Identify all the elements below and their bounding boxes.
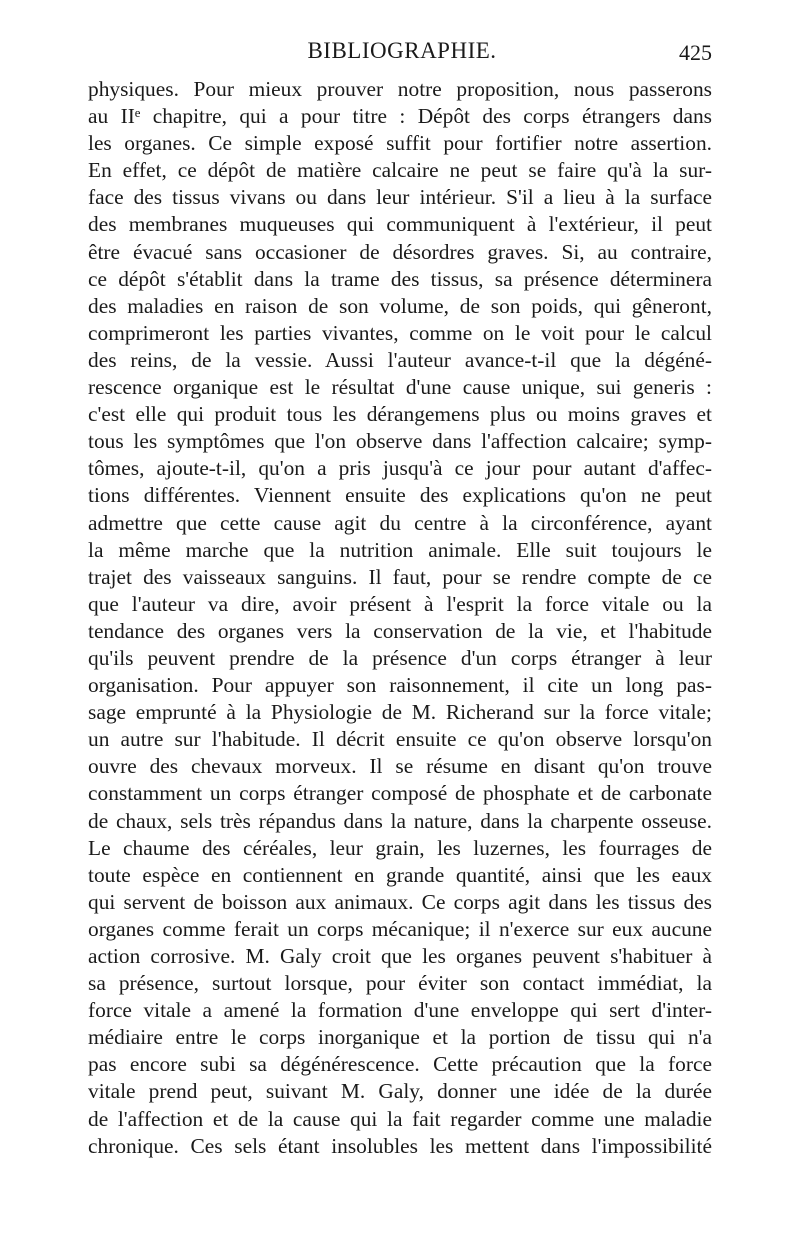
text-line: que l'auteur va dire, avoir présent à l'esprit la force vitale ou la: [88, 591, 712, 616]
running-title: BIBLIOGRAPHIE.: [307, 38, 497, 63]
text-line: des membranes muqueuses qui communiquent à l'extérieur, il peut: [88, 212, 712, 237]
text-line: des reins, de la vessie. Aussi l'auteur avance-t-il que la dégéné-: [88, 347, 712, 372]
text-line: qu'ils peuvent prendre de la présence d'un corps étranger à leur: [88, 645, 712, 670]
text-line: organisation. Pour appuyer son raisonnement, il cite un long pas-: [88, 673, 712, 698]
text-line: constamment un corps étranger composé de phosphate et de carbonate: [88, 781, 712, 806]
text-line: de l'affection et de la cause qui la fait regarder comme une maladie: [88, 1106, 712, 1131]
text-line: la même marche que la nutrition animale. Elle suit toujours le: [88, 537, 712, 562]
body-text: [88, 76, 712, 1160]
text-line: ouvre des chevaux morveux. Il se résume en disant qu'on trouve: [88, 754, 712, 779]
page-number: 425: [679, 40, 712, 65]
text-line: rescence organique est le résultat d'une cause unique, sui generis :: [88, 375, 712, 400]
text-line: comprimeront les parties vivantes, comme on le voit pour le calcul: [88, 320, 712, 345]
text-line: toute espèce en contiennent en grande quantité, ainsi que les eaux: [88, 862, 712, 887]
text-line: Le chaume des céréales, leur grain, les luzernes, les fourrages de: [88, 835, 712, 860]
text-line: face des tissus vivans ou dans leur intérieur. S'il a lieu à la surface: [88, 185, 712, 210]
text-line: les organes. Ce simple exposé suffit pour fortifier notre assertion.: [88, 131, 712, 156]
text-line: sa présence, surtout lorsque, pour éviter son contact immédiat, la: [88, 971, 712, 996]
text-line: vitale prend peut, suivant M. Galy, donner une idée de la durée: [88, 1079, 712, 1104]
text-line: admettre que cette cause agit du centre à la circonférence, ayant: [88, 510, 712, 535]
text-line: tions différentes. Viennent ensuite des explications qu'on ne peut: [88, 483, 712, 508]
text-line: En effet, ce dépôt de matière calcaire ne peut se faire qu'à la sur-: [88, 158, 712, 183]
text-line: tous les symptômes que l'on observe dans l'affection calcaire; symp-: [88, 429, 712, 454]
text-line: tendance des organes vers la conservation de la vie, et l'habitude: [88, 618, 712, 643]
text-line: ce dépôt s'établit dans la trame des tissus, sa présence déterminera: [88, 266, 712, 291]
text-line: être évacué sans occasioner de désordres graves. Si, au contraire,: [88, 239, 712, 264]
text-line: tômes, ajoute-t-il, qu'on a pris jusqu'à ce jour pour autant d'affec-: [88, 456, 712, 481]
text-line: des maladies en raison de son volume, de son poids, qui gêneront,: [88, 293, 712, 318]
text-line: physiques. Pour mieux prouver notre proposition, nous passerons: [88, 77, 712, 101]
page-header: [92, 38, 712, 78]
text-line: un autre sur l'habitude. Il décrit ensuite ce qu'on observe lorsqu'on: [88, 727, 712, 752]
text-line: c'est elle qui produit tous les dérangemens plus ou moins graves et: [88, 402, 712, 427]
text-line: de chaux, sels très répandus dans la nature, dans la charpente osseuse.: [88, 808, 712, 833]
text-line: sage emprunté à la Physiologie de M. Richerand sur la force vitale;: [88, 700, 712, 725]
text-line: qui servent de boisson aux animaux. Ce corps agit dans les tissus des: [88, 889, 712, 914]
text-line: médiaire entre le corps inorganique et la portion de tissu qui n'a: [88, 1025, 712, 1050]
text-line: trajet des vaisseaux sanguins. Il faut, pour se rendre compte de ce: [88, 564, 712, 589]
text-line: force vitale a amené la formation d'une enveloppe qui sert d'inter-: [88, 998, 712, 1023]
text-line: action corrosive. M. Galy croit que les organes peuvent s'habituer à: [88, 944, 712, 968]
text-line: organes comme ferait un corps mécanique; il n'exerce sur eux aucune: [88, 916, 712, 941]
text-line: chronique. Ces sels étant insolubles les mettent dans l'impossibilité: [88, 1133, 712, 1158]
text-line: au IIᵉ chapitre, qui a pour titre : Dépôt des corps étrangers dans: [88, 104, 712, 129]
text-line: pas encore subi sa dégénérescence. Cette précaution que la force: [88, 1052, 712, 1077]
